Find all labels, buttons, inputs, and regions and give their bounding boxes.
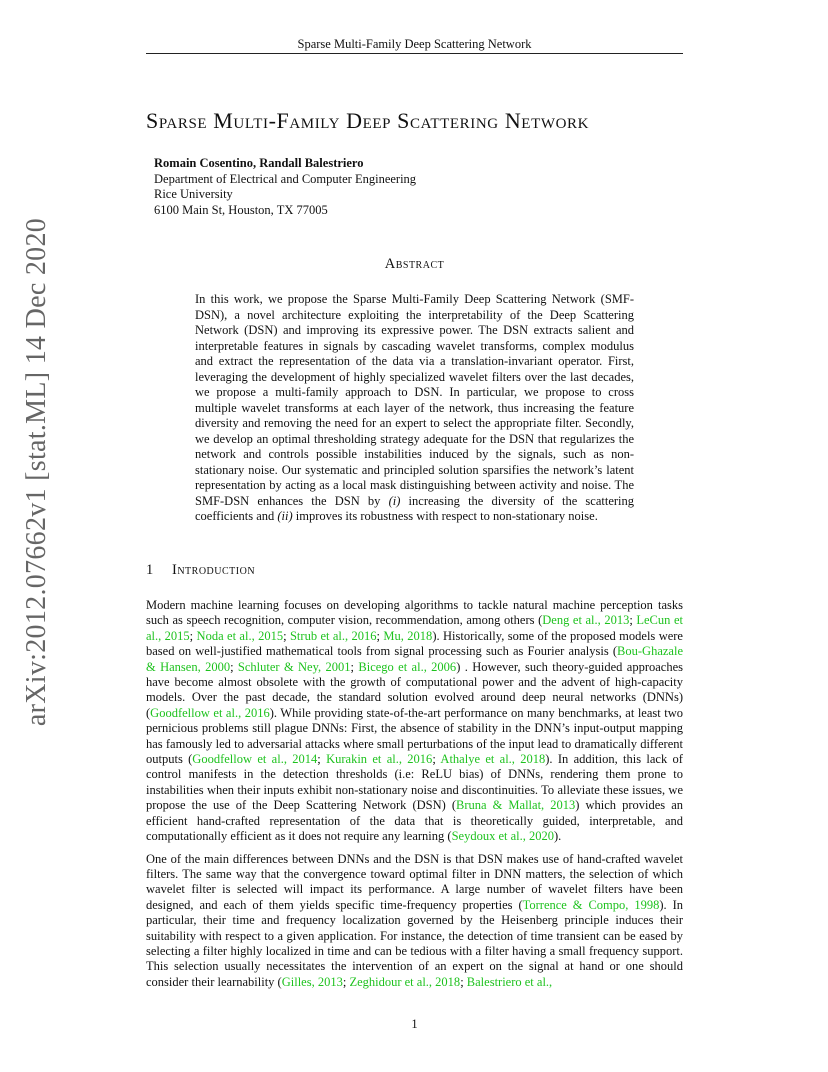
citation-link[interactable]: Seydoux et al., 2020: [451, 829, 554, 844]
section-title: Introduction: [172, 562, 256, 578]
text-run: ).: [554, 829, 562, 844]
page-number: 1: [411, 1017, 418, 1031]
citation-link[interactable]: Schluter & Ney, 2001: [237, 659, 351, 674]
citation-link[interactable]: Strub et al., 2016: [289, 628, 377, 643]
text-run: ;: [629, 613, 637, 628]
text-run: ;: [376, 628, 384, 643]
author-block: [154, 156, 416, 218]
text-run: ). Historically, some of the proposed models were based on well-justified mathematical tools from signal processing such as Fourier analysis (: [146, 628, 683, 659]
citation-link[interactable]: Noda et al., 2015: [196, 628, 284, 643]
citation-link[interactable]: Balestriero et al.,: [466, 974, 553, 989]
header-rule: [146, 53, 683, 54]
text-run: In this work, we propose the Sparse Multi-Family Deep Scattering Network (SMF-DSN), a novel architecture exploiting the interpretability of the Deep Scattering Network (DSN) and improving its expressive power. The DSN extracts salient and interpretable features in signals by cascading wavelet transforms, complex modulus and extract the representation of the data via a translation-invariant operator. First, leveraging the development of highly specialized wavelet filters over the last decades, we propose a multi-family approach to DSN. In particular, we propose to cross multiple wavelet transforms at each layer of the network, thus increasing the feature diversity and removing the need for an expert to select the appropriate filter. Secondly, we develop an optimal thresholding strategy adequate for the DSN that regularizes the network and controls possible instabilities induced by the signals, such as non-stationary noise. Our systematic and principled solution sparsifies the network’s latent representation by acting as a local mask distinguishing between activity and noise. The SMF-DSN enhances the DSN by: [195, 292, 634, 508]
paragraph: [146, 598, 683, 845]
body-text: [146, 598, 683, 997]
citation-link[interactable]: Gilles, 2013: [281, 974, 343, 989]
text-run: ;: [432, 752, 441, 767]
citation-link[interactable]: Goodfellow et al., 2014: [192, 752, 318, 767]
paper-title: Sparse Multi-Family Deep Scattering Network: [146, 108, 590, 133]
paragraph: [146, 852, 683, 991]
text-run: ). While providing state-of-the-art performance on many benchmarks, at least two pernicious problems still plague DNNs: First, the absence of stability in the DNN’s input-output mapping has famously led to adversarial attacks where small perturbations of the input lead to dramatically different outputs (: [146, 705, 683, 767]
author-names: Romain Cosentino, Randall Balestriero: [154, 156, 364, 170]
citation-link[interactable]: Deng et al., 2013: [542, 613, 630, 628]
text-run: ;: [189, 628, 197, 643]
running-head: Sparse Multi-Family Deep Scattering Network: [297, 37, 532, 51]
text-run: ;: [350, 659, 359, 674]
citation-link[interactable]: Bicego et al., 2006: [358, 659, 457, 674]
section-number: 1: [146, 562, 154, 578]
text-run: ;: [283, 628, 290, 643]
text-run: ) . However, such theory-guided approaches have become almost obsolete with the growth of computational power and the advent of high-capacity models. Over the past decade, the standard solution evolved around deep neural networks (DNNs) (: [146, 659, 683, 720]
citation-link[interactable]: Athalye et al., 2018: [440, 752, 546, 767]
text-run: increasing the diversity of the scattering coefficients and: [195, 493, 635, 523]
text-run: improves its robustness with respect to non-stationary noise.: [292, 509, 598, 523]
text-run: One of the main differences between DNNs and the DSN is that DSN makes use of hand-crafted wavelet filters. The same way that the convergence toward optimal filter in DNN matters, the selection of which wavelet filter is selected will impact its performance. A large number of wavelet filters have been designed, and each of them yields specific time-frequency properties (: [146, 851, 683, 912]
citation-link[interactable]: Torrence & Compo, 1998: [522, 897, 660, 912]
text-run: ). In particular, their time and frequency localization governed by the Heisenberg principle induces their suitability with respect to a given application. For instance, the detection of time transient can be eased by selecting a filter highly localized in time and can be tedious with a filter having a small frequency support. This selection usually necessitates the intervention of an expert on the signal at hand or one should consider their learnability (: [146, 897, 684, 989]
citation-link[interactable]: Goodfellow et al., 2016: [150, 705, 270, 720]
citation-link[interactable]: Mu, 2018: [383, 628, 433, 643]
math-inline: (i): [388, 493, 401, 508]
text-run: ;: [317, 752, 327, 767]
text-run: ). In addition, this lack of control manifests in the detection thresholds (i.e: ReLU bias) of DNNs, rendering them prone to instabilities when their inputs exhibit non-stationary noise and discontinuities. To alleviate these issues, we propose the use of the Deep Scattering Network (DSN) (: [146, 752, 683, 813]
arxiv-stamp: arXiv:2012.07662v1 [stat.ML] 14 Dec 2020: [21, 217, 52, 727]
text-run: ;: [342, 974, 350, 989]
citation-link[interactable]: Bou-Ghazale & Hansen, 2000: [146, 644, 683, 674]
affiliation-line: Department of Electrical and Computer Engineering: [154, 171, 417, 186]
abstract-body: [195, 292, 634, 525]
text-run: ) which provides an efficient hand-crafted representation of the data that is theoretically guided, interpretable, and computationally efficient as it does not require any learning (: [146, 798, 683, 844]
text-run: ;: [230, 659, 238, 674]
math-inline: (ii): [277, 509, 293, 523]
text-run: Modern machine learning focuses on developing algorithms to tackle natural machine perception tasks such as speech recognition, computer vision, recommendation, among others (: [146, 598, 683, 628]
citation-link[interactable]: Bruna & Mallat, 2013: [456, 798, 576, 813]
citation-link[interactable]: Zeghidour et al., 2018: [349, 974, 461, 989]
affiliation-line: Rice University: [154, 187, 233, 201]
citation-link[interactable]: LeCun et al., 2015: [146, 613, 683, 643]
text-run: ;: [460, 974, 467, 989]
affiliation-line: 6100 Main St, Houston, TX 77005: [154, 202, 328, 217]
abstract-heading: Abstract: [384, 256, 445, 272]
citation-link[interactable]: Kurakin et al., 2016: [326, 752, 433, 767]
section-heading: [146, 562, 255, 579]
